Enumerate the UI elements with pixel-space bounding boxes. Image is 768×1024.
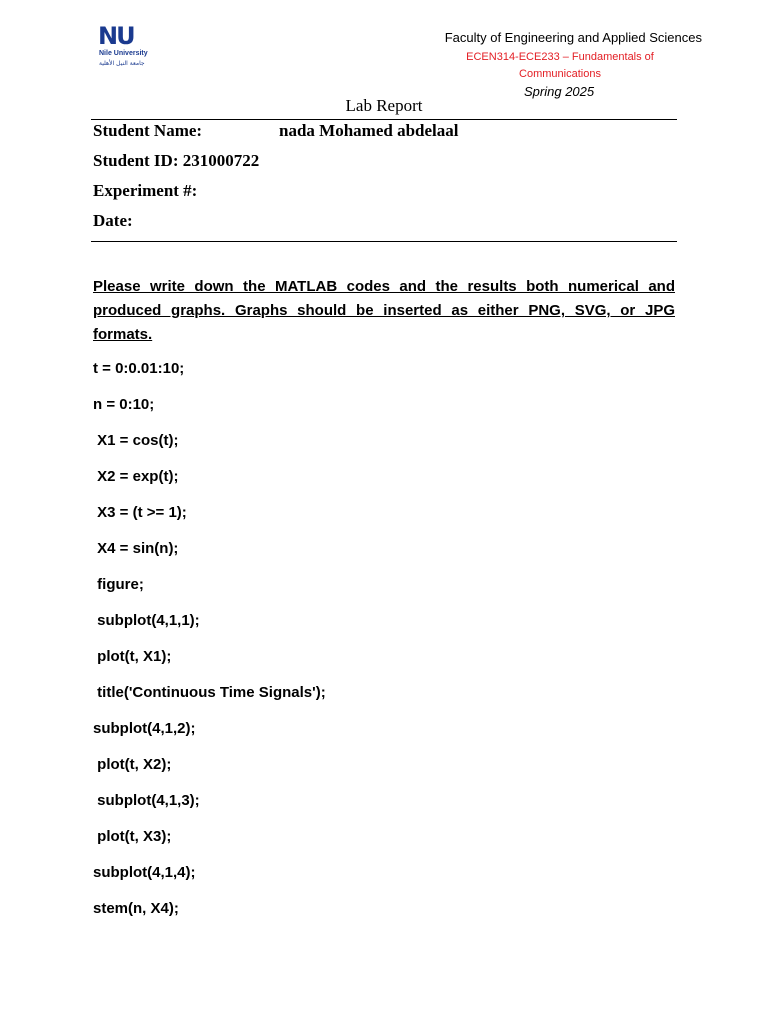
course-line-1: ECEN314-ECE233 – Fundamentals of: [466, 51, 654, 63]
experiment-label: Experiment #:: [93, 181, 198, 200]
code-line: t = 0:0.01:10;: [93, 360, 185, 377]
code-line: stem(n, X4);: [93, 900, 179, 917]
code-line: plot(t, X1);: [93, 648, 172, 665]
course-line-2: Communications: [519, 68, 601, 80]
code-line: figure;: [93, 576, 144, 593]
code-line: subplot(4,1,2);: [93, 720, 196, 737]
student-id-label: Student ID: 231000722: [93, 151, 260, 170]
code-line: X2 = exp(t);: [93, 468, 179, 485]
code-line: X4 = sin(n);: [93, 540, 179, 557]
code-line: plot(t, X2);: [93, 756, 172, 773]
code-line: title('Continuous Time Signals');: [93, 684, 326, 701]
date-label: Date:: [93, 211, 133, 230]
top-divider: [91, 119, 677, 120]
nile-university-logo: [98, 22, 160, 74]
student-name-value: nada Mohamed abdelaal: [279, 121, 459, 140]
course-title: [450, 49, 670, 83]
semester: Spring 2025: [524, 84, 595, 99]
logo-arabic-text: جامعة النيل الأهلية: [99, 60, 145, 67]
logo-mark: NU: [98, 22, 134, 50]
code-line: X1 = cos(t);: [93, 432, 179, 449]
code-line: subplot(4,1,1);: [93, 612, 200, 629]
bottom-divider: [91, 241, 677, 242]
logo-subtitle: Nile University: [99, 50, 148, 57]
code-line: plot(t, X3);: [93, 828, 172, 845]
page-title: Lab Report: [345, 96, 423, 115]
code-line: n = 0:10;: [93, 396, 155, 413]
code-line: X3 = (t >= 1);: [93, 504, 187, 521]
faculty-name: Faculty of Engineering and Applied Sciences: [444, 30, 702, 45]
code-line: subplot(4,1,4);: [93, 864, 196, 881]
student-name-label: Student Name:: [93, 121, 203, 140]
instructions-text: Please write down the MATLAB codes and the results both numerical and produced graphs. Graphs should be inserted as either PNG, SVG, or JPG formats.: [93, 278, 675, 343]
code-line: subplot(4,1,3);: [93, 792, 200, 809]
